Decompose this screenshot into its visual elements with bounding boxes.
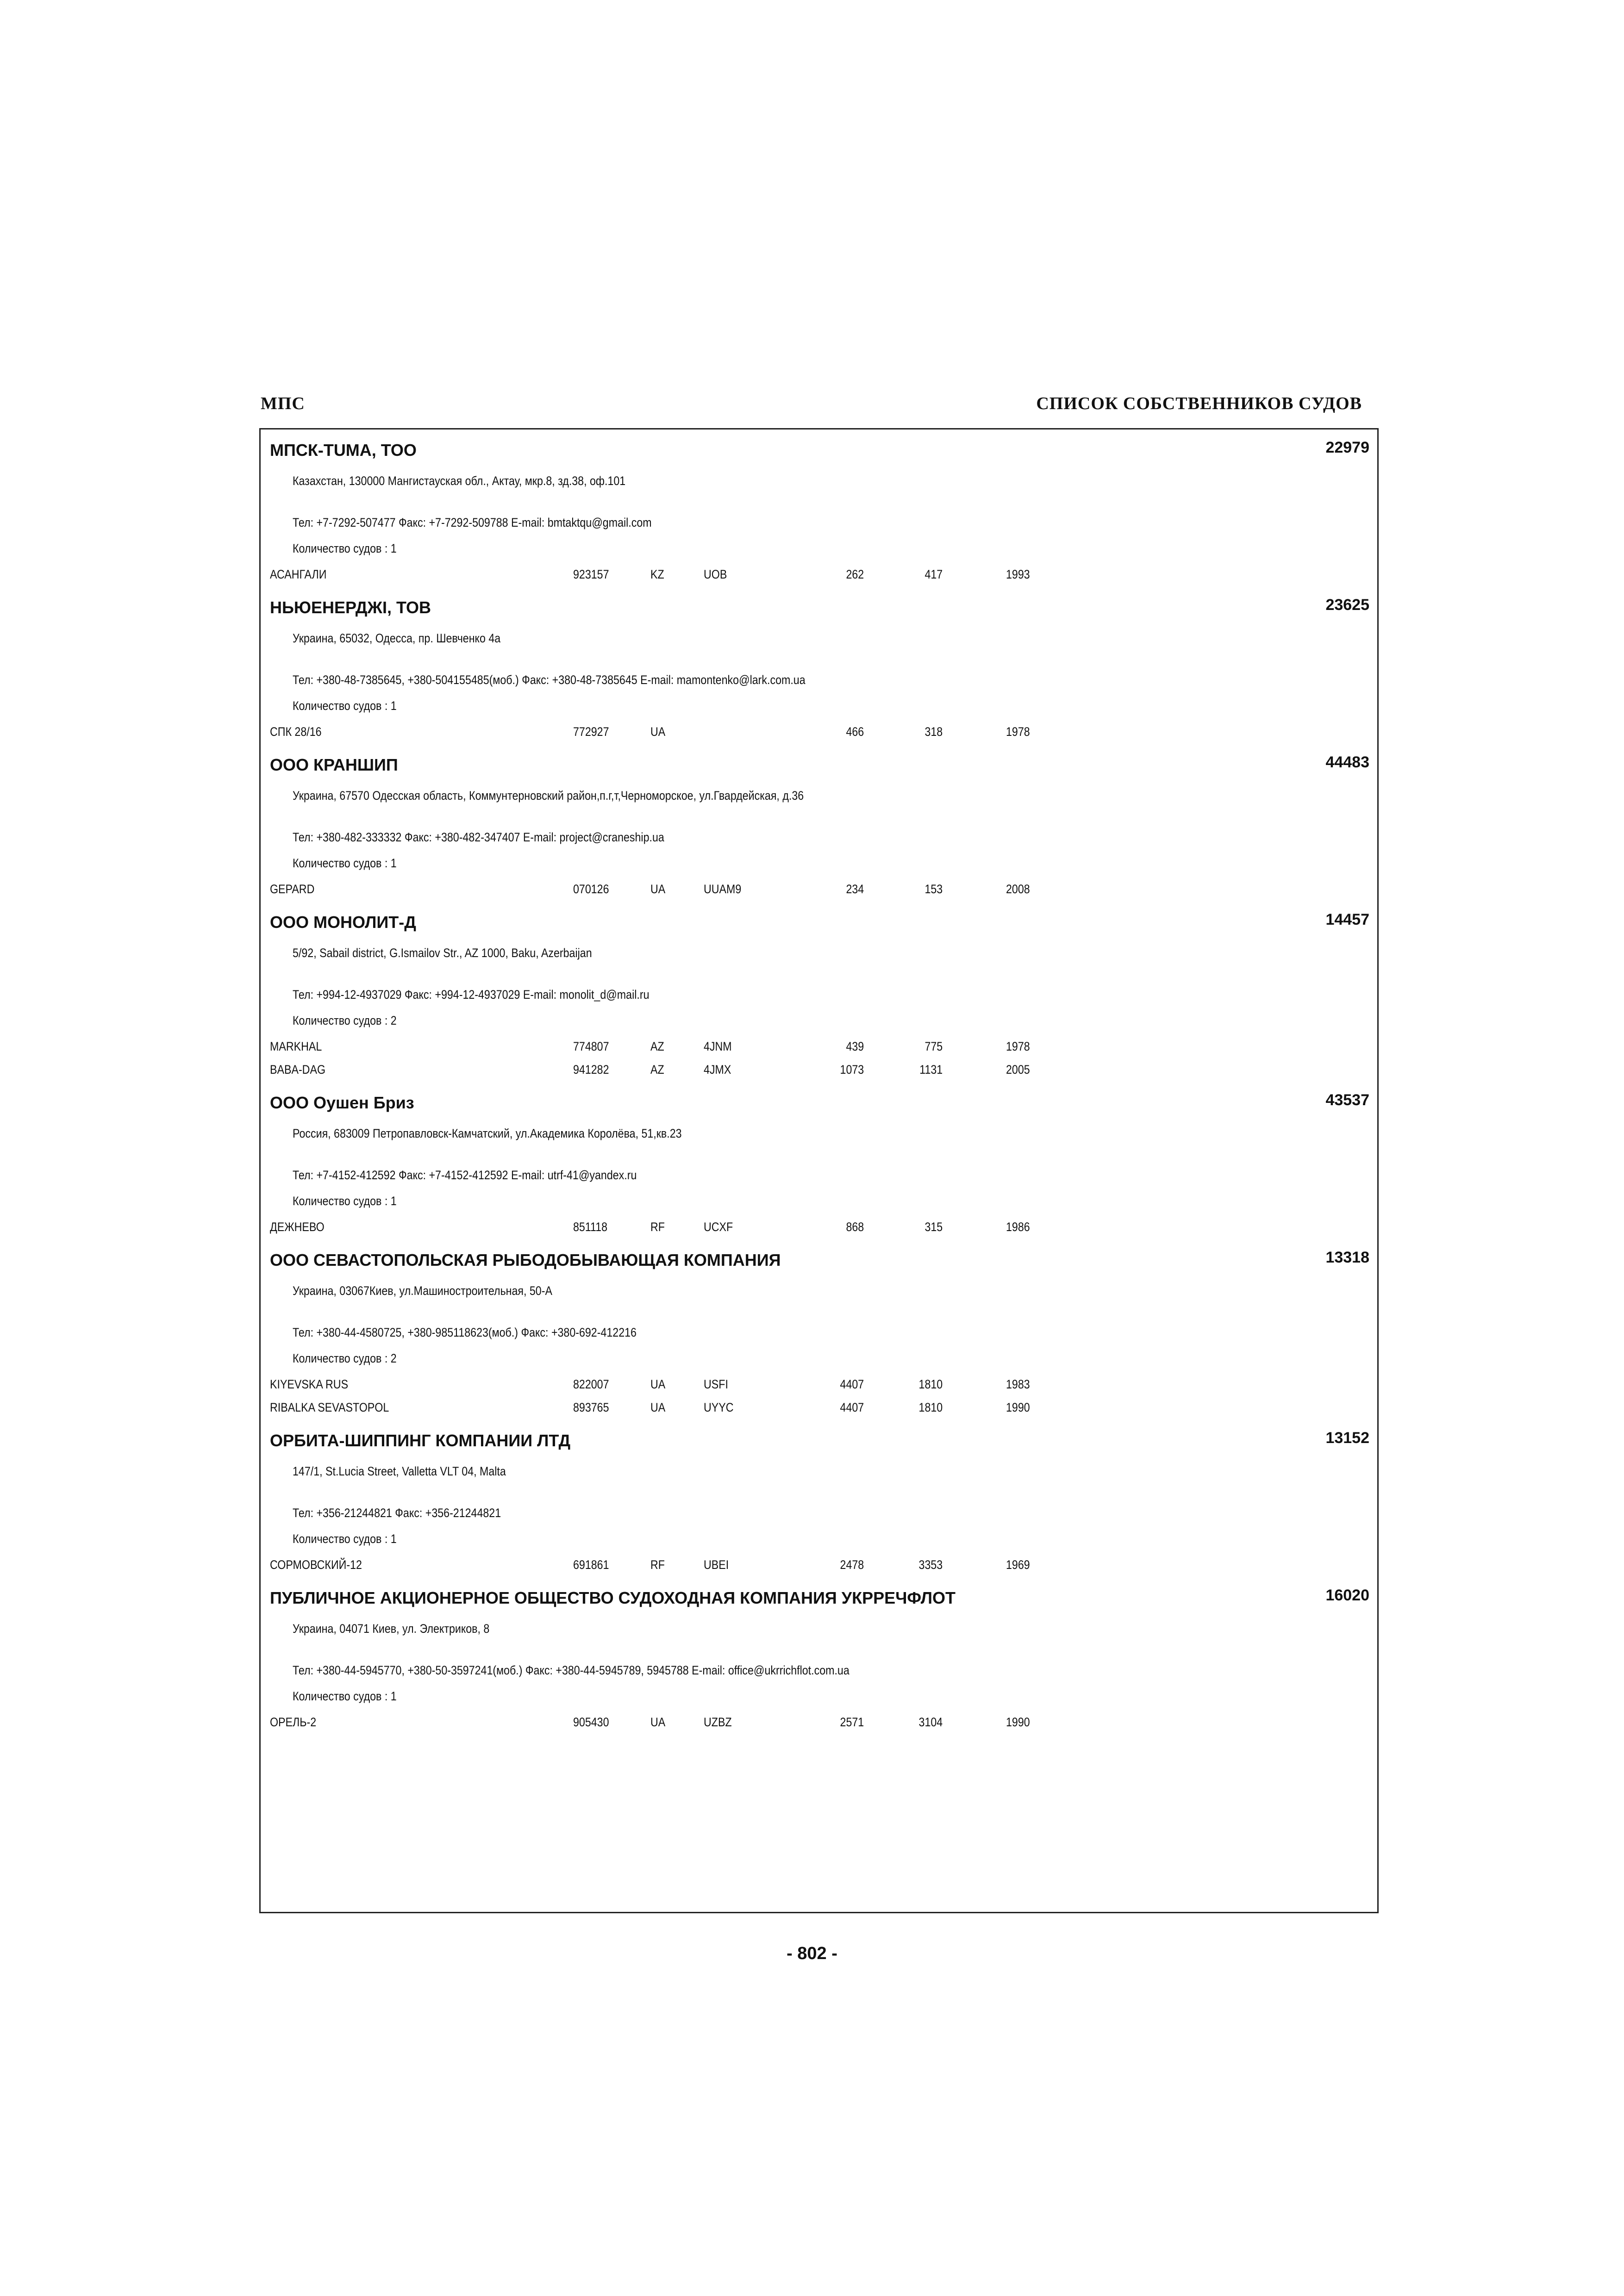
- vessel-row: [261, 1220, 1377, 1238]
- vessel-gt: 2571: [840, 1715, 864, 1729]
- vessel-dwt: 1810: [918, 1377, 943, 1391]
- vessel-name: ОРЕЛЬ-2: [270, 1715, 317, 1729]
- vessel-year: 1990: [1006, 1715, 1030, 1729]
- owner-name: ООО КРАНШИП: [270, 755, 398, 774]
- owner-contacts: Тел: +380-482-333332 Факс: +380-482-347407 E-mail: project@craneship.ua: [293, 830, 664, 844]
- vessel-dwt: 417: [924, 567, 943, 581]
- vessel-callsign: 4JNM: [704, 1039, 732, 1053]
- vessel-flag: AZ: [650, 1063, 664, 1076]
- vessel-count: Количество судов : 1: [293, 1194, 397, 1208]
- vessel-name: GEPARD: [270, 882, 315, 896]
- vessel-dwt: 3104: [918, 1715, 943, 1729]
- vessel-gt: 439: [846, 1039, 864, 1053]
- vessel-flag: UA: [650, 882, 666, 896]
- vessel-row: [261, 1558, 1377, 1576]
- vessel-flag: UA: [650, 1377, 666, 1391]
- vessel-year: 1983: [1006, 1377, 1030, 1391]
- running-header-right: СПИСОК СОБСТВЕННИКОВ СУДОВ: [1036, 394, 1362, 413]
- vessel-dwt: 775: [924, 1039, 943, 1053]
- vessel-callsign: UBEI: [704, 1558, 729, 1572]
- vessel-flag: RF: [650, 1220, 665, 1234]
- owner-code: 16020: [1325, 1587, 1369, 1604]
- vessel-callsign: UOB: [704, 567, 727, 581]
- owner-code: 13152: [1325, 1429, 1369, 1447]
- vessel-dwt: 318: [924, 725, 943, 739]
- vessel-row: [261, 1377, 1377, 1396]
- vessel-number: 923157: [573, 567, 609, 581]
- vessel-gt: 1073: [840, 1063, 864, 1076]
- owner-contacts: Тел: +380-44-5945770, +380-50-3597241(моб.) Факс: +380-44-5945789, 5945788 E-mail: office@ukrrichflot.com.ua: [293, 1663, 849, 1677]
- vessel-count: Количество судов : 2: [293, 1351, 397, 1365]
- page-number: - 802 -: [787, 1944, 837, 1963]
- owner-entry: [261, 1577, 1377, 1735]
- vessel-number: 905430: [573, 1715, 609, 1729]
- vessel-gt: 4407: [840, 1400, 864, 1414]
- vessel-count: Количество судов : 1: [293, 541, 397, 555]
- owner-entry: [261, 902, 1377, 1082]
- owner-entry: [261, 1239, 1377, 1420]
- owner-contacts: Тел: +994-12-4937029 Факс: +994-12-4937029 E-mail: monolit_d@mail.ru: [293, 988, 650, 1002]
- owner-name: ООО Оушен Бриз: [270, 1093, 414, 1112]
- vessel-number: 772927: [573, 725, 609, 739]
- vessel-name: АСАНГАЛИ: [270, 567, 327, 581]
- owner-name: МПСК-TUMA, ТОО: [270, 441, 417, 460]
- vessel-callsign: UZBZ: [704, 1715, 732, 1729]
- vessel-number: 893765: [573, 1400, 609, 1414]
- vessel-dwt: 1810: [918, 1400, 943, 1414]
- vessel-callsign: 4JMX: [704, 1063, 731, 1076]
- vessel-row: [261, 882, 1377, 901]
- owners-list-frame: [259, 428, 1379, 1913]
- vessel-name: KIYEVSKA RUS: [270, 1377, 349, 1391]
- owner-code: 44483: [1325, 753, 1369, 771]
- vessel-callsign: UUAM9: [704, 882, 742, 896]
- vessel-name: MARKHAL: [270, 1039, 322, 1053]
- owner-entry: [261, 1420, 1377, 1577]
- owner-address: Украина, 67570 Одесская область, Коммунтерновский район,п.г,т,Черноморское, ул.Гвардейская, д.36: [293, 789, 804, 803]
- owner-address: Россия, 683009 Петропавловск-Камчатский, ул.Академика Королёва, 51,кв.23: [293, 1126, 682, 1140]
- vessel-row: [261, 1063, 1377, 1081]
- owner-code: 23625: [1325, 596, 1369, 614]
- vessel-dwt: 3353: [918, 1558, 943, 1572]
- vessel-gt: 2478: [840, 1558, 864, 1572]
- vessel-flag: UA: [650, 725, 666, 739]
- owner-code: 22979: [1325, 439, 1369, 456]
- owner-contacts: Тел: +7-7292-507477 Факс: +7-7292-509788 E-mail: bmtaktqu@gmail.com: [293, 516, 652, 529]
- vessel-callsign: UYYC: [704, 1400, 734, 1414]
- vessel-count: Количество судов : 1: [293, 1689, 397, 1703]
- vessel-dwt: 315: [924, 1220, 943, 1234]
- vessel-year: 2005: [1006, 1063, 1030, 1076]
- vessel-flag: AZ: [650, 1039, 664, 1053]
- owner-name: ООО МОНОЛИТ-Д: [270, 913, 416, 932]
- owner-contacts: Тел: +7-4152-412592 Факс: +7-4152-412592 E-mail: utrf-41@yandex.ru: [293, 1168, 637, 1182]
- vessel-number: 691861: [573, 1558, 609, 1572]
- vessel-flag: UA: [650, 1715, 666, 1729]
- vessel-count: Количество судов : 1: [293, 699, 397, 713]
- vessel-name: RIBALKA SEVASTOPOL: [270, 1400, 389, 1414]
- vessel-number: 822007: [573, 1377, 609, 1391]
- vessel-callsign: UCXF: [704, 1220, 733, 1234]
- owner-contacts: Тел: +356-21244821 Факс: +356-21244821: [293, 1506, 501, 1520]
- owner-address: 147/1, St.Lucia Street, Valletta VLT 04, Malta: [293, 1464, 506, 1478]
- owner-contacts: Тел: +380-44-4580725, +380-985118623(моб.) Факс: +380-692-412216: [293, 1325, 637, 1339]
- owner-name: НЬЮЕНЕРДЖІ, ТОВ: [270, 598, 431, 617]
- vessel-gt: 234: [846, 882, 864, 896]
- owner-address: Украина, 04071 Киев, ул. Электриков, 8: [293, 1622, 490, 1636]
- vessel-year: 1978: [1006, 1039, 1030, 1053]
- vessel-number: 851118: [573, 1220, 608, 1234]
- vessel-count: Количество судов : 2: [293, 1014, 397, 1027]
- vessel-row: [261, 725, 1377, 743]
- vessel-number: 070126: [573, 882, 609, 896]
- vessel-dwt: 153: [924, 882, 943, 896]
- vessel-flag: KZ: [650, 567, 664, 581]
- vessel-year: 1969: [1006, 1558, 1030, 1572]
- vessel-name: СОРМОВСКИЙ-12: [270, 1558, 362, 1572]
- vessel-name: BABA-DAG: [270, 1063, 326, 1076]
- vessel-name: ДЕЖНЕВО: [270, 1220, 325, 1234]
- vessel-row: [261, 567, 1377, 586]
- owner-name: ООО СЕВАСТОПОЛЬСКАЯ РЫБОДОБЫВАЮЩАЯ КОМПАНИЯ: [270, 1251, 781, 1269]
- vessel-gt: 868: [846, 1220, 864, 1234]
- running-header-left: МПС: [261, 394, 305, 413]
- vessel-row: [261, 1400, 1377, 1419]
- vessel-row: [261, 1039, 1377, 1058]
- owner-address: Украина, 03067Киев, ул.Машиностроительная, 50-А: [293, 1284, 552, 1298]
- vessel-year: 1993: [1006, 567, 1030, 581]
- owner-name: ОРБИТА-ШИППИНГ КОМПАНИИ ЛТД: [270, 1431, 571, 1450]
- vessel-year: 1978: [1006, 725, 1030, 739]
- owner-address: Украина, 65032, Одесса, пр. Шевченко 4а: [293, 631, 501, 645]
- owner-entry: [261, 1082, 1377, 1239]
- owner-entry: [261, 744, 1377, 902]
- owner-code: 13318: [1325, 1249, 1369, 1266]
- vessel-flag: UA: [650, 1400, 666, 1414]
- owner-name: ПУБЛИЧНОЕ АКЦИОНЕРНОЕ ОБЩЕСТВО СУДОХОДНАЯ КОМПАНИЯ УКРРЕЧФЛОТ: [270, 1588, 956, 1607]
- vessel-callsign: USFI: [704, 1377, 728, 1391]
- owner-contacts: Тел: +380-48-7385645, +380-504155485(моб.) Факс: +380-48-7385645 E-mail: mamontenko@lark.com.ua: [293, 673, 806, 687]
- owner-code: 14457: [1325, 911, 1369, 928]
- vessel-count: Количество судов : 1: [293, 856, 397, 870]
- owner-entry: [261, 429, 1377, 587]
- vessel-number: 941282: [573, 1063, 609, 1076]
- owner-entry: [261, 587, 1377, 744]
- vessel-dwt: 1131: [919, 1063, 943, 1076]
- vessel-number: 774807: [573, 1039, 609, 1053]
- vessel-year: 1986: [1006, 1220, 1030, 1234]
- vessel-year: 2008: [1006, 882, 1030, 896]
- owner-address: Казахстан, 130000 Мангистауская обл., Актау, мкр.8, зд.38, оф.101: [293, 474, 626, 488]
- vessel-gt: 4407: [840, 1377, 864, 1391]
- vessel-gt: 466: [846, 725, 864, 739]
- vessel-gt: 262: [846, 567, 864, 581]
- vessel-row: [261, 1715, 1377, 1734]
- owner-code: 43537: [1325, 1091, 1369, 1109]
- owner-address: 5/92, Sabail district, G.Ismailov Str., AZ 1000, Baku, Azerbaijan: [293, 946, 592, 960]
- vessel-year: 1990: [1006, 1400, 1030, 1414]
- vessel-flag: RF: [650, 1558, 665, 1572]
- vessel-name: СПК 28/16: [270, 725, 322, 739]
- vessel-count: Количество судов : 1: [293, 1532, 397, 1546]
